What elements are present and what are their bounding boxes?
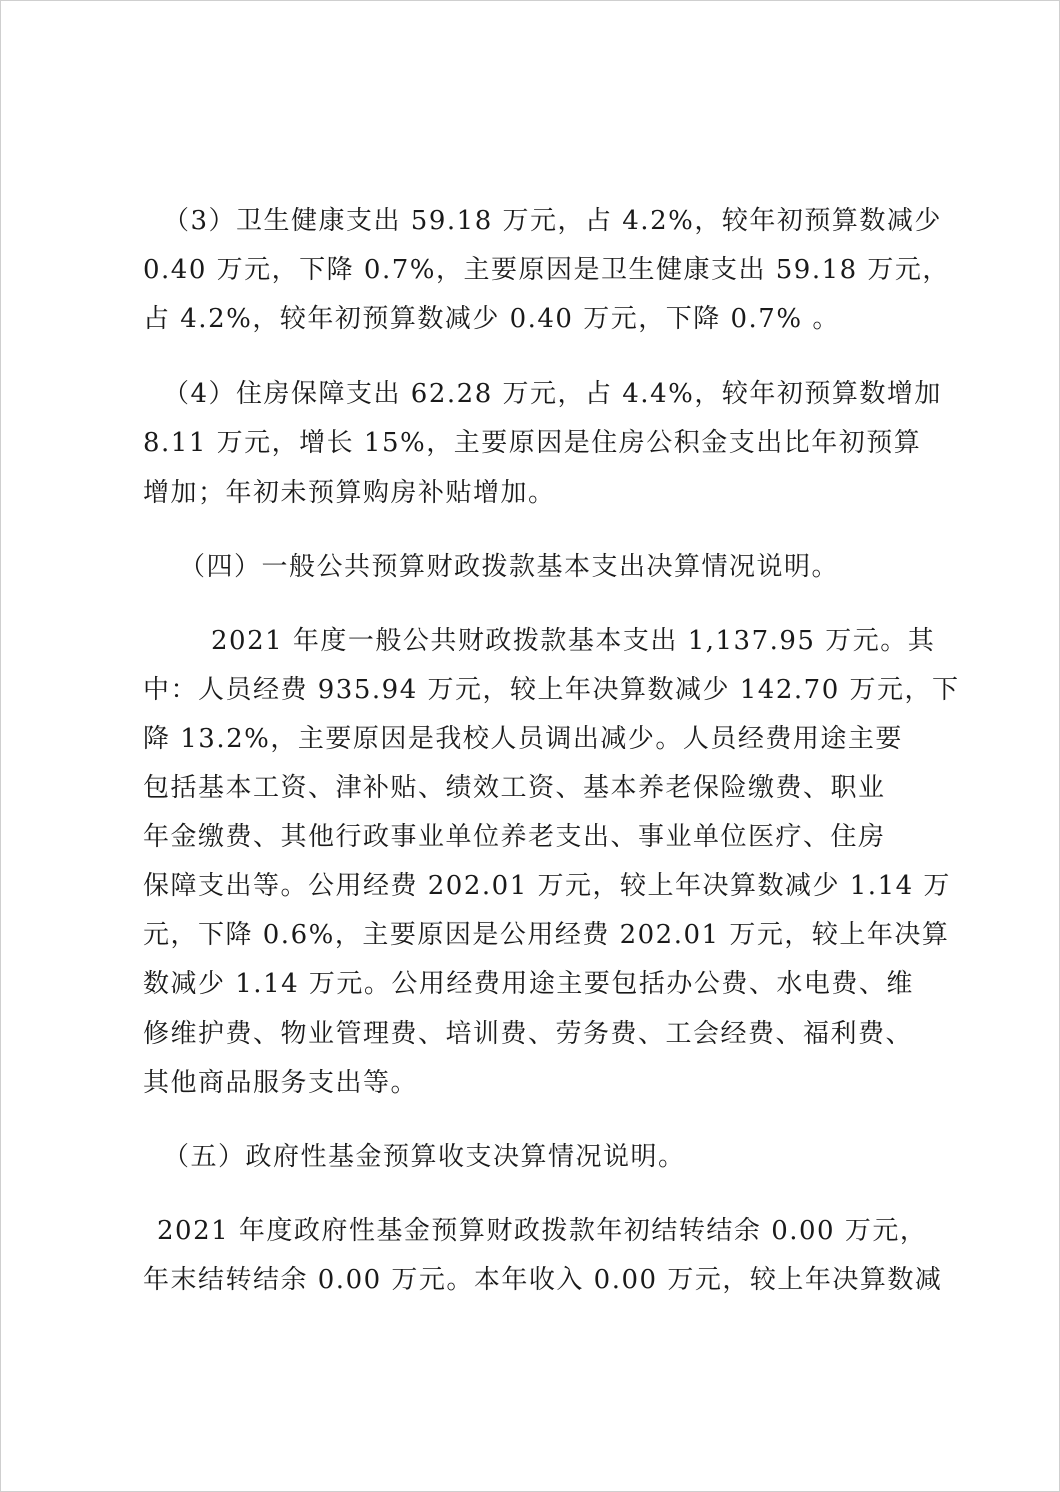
paragraph-line: 年金缴费、其他行政事业单位养老支出、事业单位医疗、住房 bbox=[143, 822, 886, 852]
paragraph-line: 年末结转结余 0.00 万元。本年收入 0.00 万元，较上年决算数减 bbox=[143, 1265, 943, 1295]
paragraph-line: 0.40 万元，下降 0.7%，主要原因是卫生健康支出 59.18 万元， bbox=[143, 255, 950, 285]
paragraph-line: （3）卫生健康支出 59.18 万元，占 4.2%，较年初预算数减少 bbox=[163, 206, 942, 236]
section-heading: （五）政府性基金预算收支决算情况说明。 bbox=[163, 1142, 686, 1172]
paragraph-line: 增加；年初未预算购房补贴增加。 bbox=[143, 478, 556, 508]
paragraph-line: 2021 年度政府性基金预算财政拨款年初结转结余 0.00 万元， bbox=[157, 1216, 928, 1246]
paragraph-line: 包括基本工资、津补贴、绩效工资、基本养老保险缴费、职业 bbox=[143, 773, 886, 803]
paragraph-line: 2021 年度一般公共财政拨款基本支出 1,137.95 万元。其 bbox=[211, 626, 936, 656]
section-heading: （四）一般公共预算财政拨款基本支出决算情况说明。 bbox=[179, 552, 840, 582]
paragraph-line: 元，下降 0.6%，主要原因是公用经费 202.01 万元，较上年决算 bbox=[143, 920, 950, 950]
paragraph-line: 保障支出等。公用经费 202.01 万元，较上年决算数减少 1.14 万 bbox=[143, 871, 951, 901]
paragraph-line: 数减少 1.14 万元。公用经费用途主要包括办公费、水电费、维 bbox=[143, 969, 914, 999]
paragraph-line: 其他商品服务支出等。 bbox=[143, 1068, 419, 1098]
paragraph-line: 中：人员经费 935.94 万元，较上年决算数减少 142.70 万元，下 bbox=[143, 675, 960, 705]
paragraph-line: 占 4.2%，较年初预算数减少 0.40 万元，下降 0.7% 。 bbox=[143, 304, 840, 334]
paragraph-line: 降 13.2%，主要原因是我校人员调出减少。人员经费用途主要 bbox=[143, 724, 903, 754]
paragraph-line: 修维护费、物业管理费、培训费、劳务费、工会经费、福利费、 bbox=[143, 1019, 914, 1049]
paragraph-line: （4）住房保障支出 62.28 万元，占 4.4%，较年初预算数增加 bbox=[163, 379, 942, 409]
paragraph-line: 8.11 万元，增长 15%，主要原因是住房公积金支出比年初预算 bbox=[143, 428, 922, 458]
